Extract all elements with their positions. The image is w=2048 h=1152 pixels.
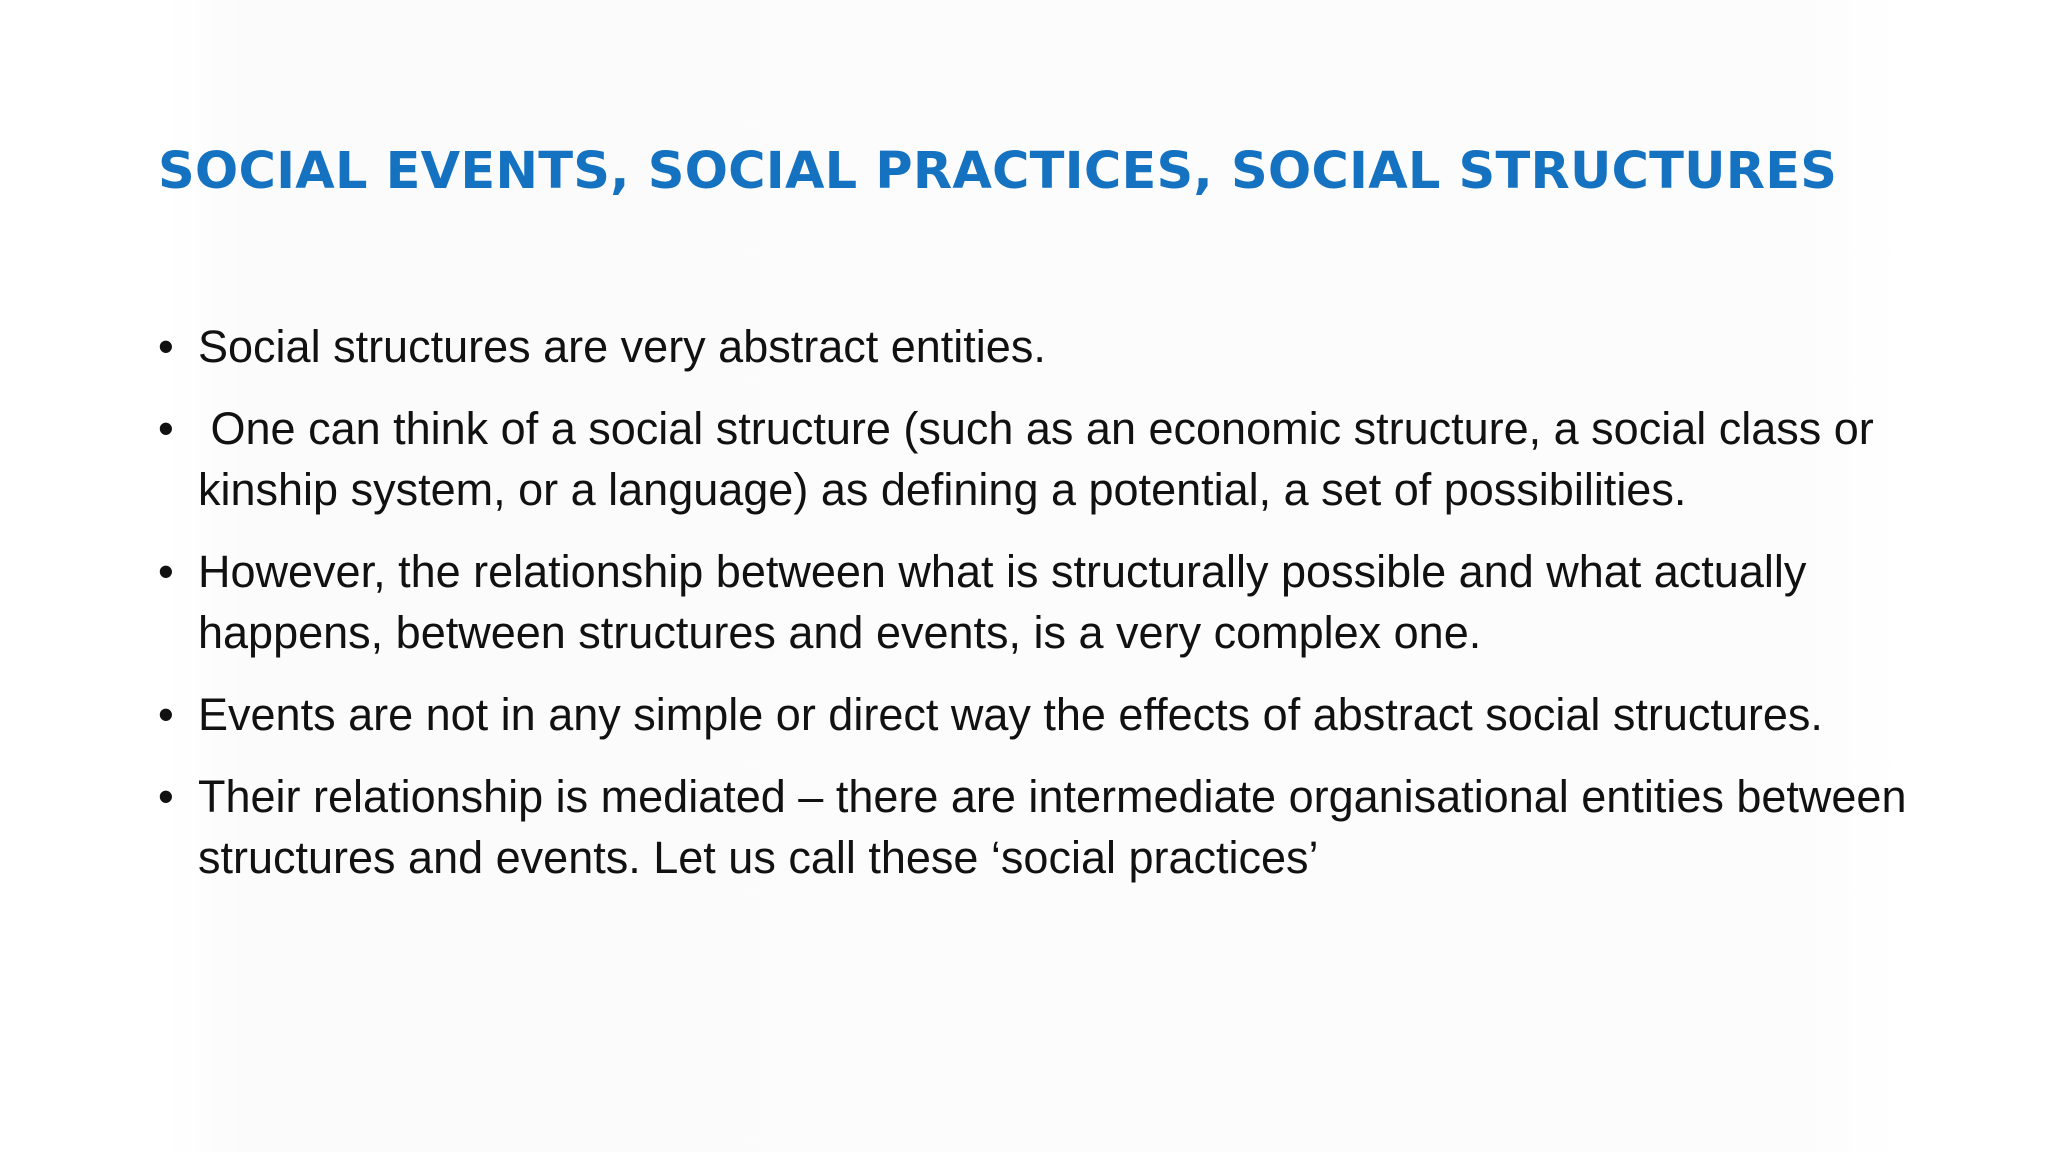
bullet-text: Social structures are very abstract entities. (198, 321, 1046, 372)
bullet-item (158, 316, 1928, 377)
bullet-dot-icon: • (158, 546, 174, 597)
slide-title: SOCIAL EVENTS, SOCIAL PRACTICES, SOCIAL STRUCTURES (158, 142, 1838, 201)
bullet-dot-icon: • (158, 321, 174, 372)
bullet-text: Events are not in any simple or direct way the effects of abstract social structures. (198, 689, 1823, 740)
bullet-item (158, 684, 1928, 745)
bullet-dot-icon: • (158, 689, 174, 740)
bullet-dot-icon: • (158, 403, 174, 454)
bullet-dot-icon: • (158, 771, 174, 822)
bullet-item (158, 766, 1928, 888)
bullet-item (158, 398, 1928, 520)
bullet-text: One can think of a social structure (such as an economic structure, a social class or kinship system, or a language) as defining a potential, a set of possibilities. (198, 403, 1887, 515)
bullet-item (158, 541, 1928, 663)
bullet-list (158, 316, 1928, 909)
bullet-text: Their relationship is mediated – there are intermediate organisational entities between structures and events. Let us call these ‘social practices’ (198, 771, 1919, 883)
bullet-text: However, the relationship between what is structurally possible and what actually happens, between structures and events, is a very complex one. (198, 546, 1819, 658)
